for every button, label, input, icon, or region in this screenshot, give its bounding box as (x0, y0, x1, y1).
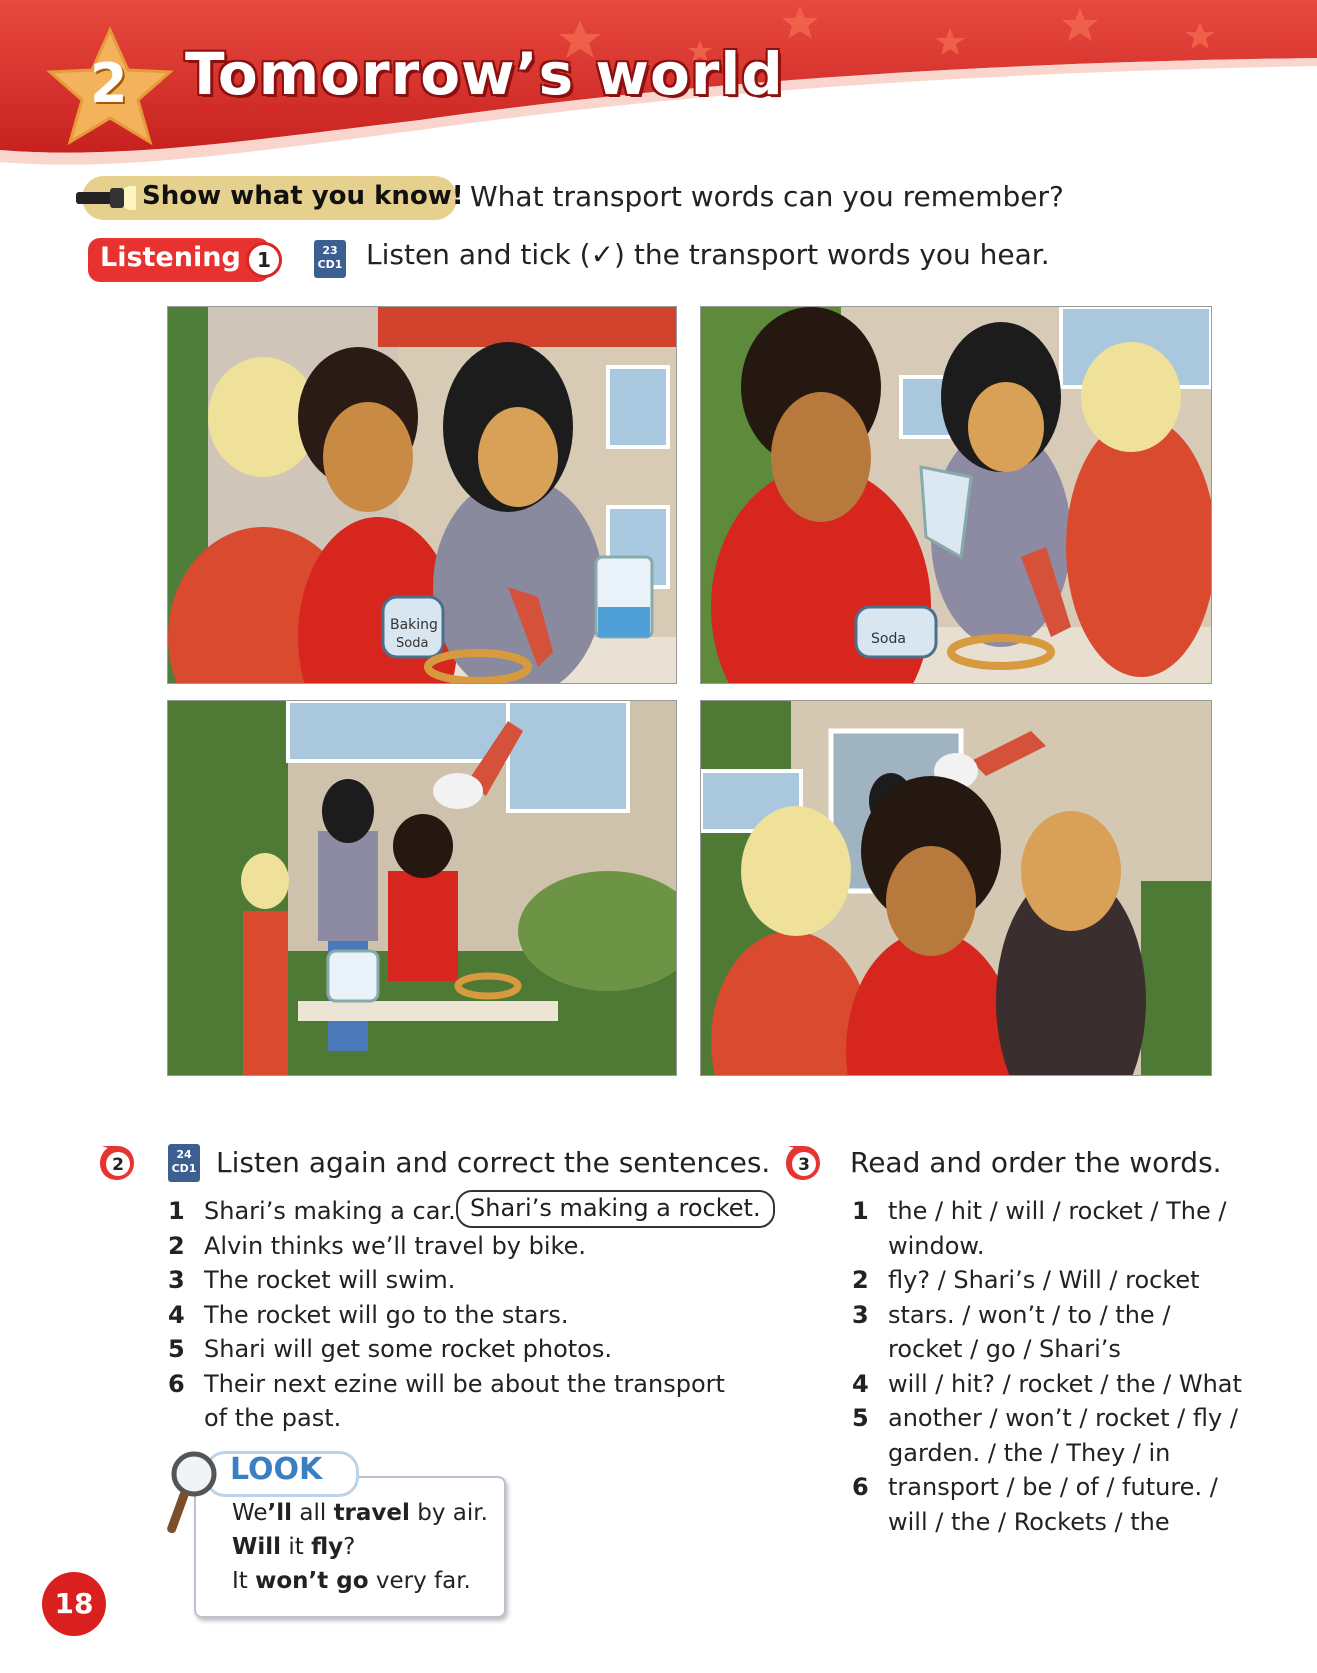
comic-panel-1-illustration (168, 307, 676, 683)
list-item (852, 1194, 1252, 1263)
exercise-1-instruction: Listen and tick (✓) the transport words you hear. (366, 238, 1050, 271)
look-text: very far. (368, 1568, 471, 1594)
example-answer-bubble: Shari’s making a rocket. (456, 1190, 775, 1228)
show-what-you-know-label: Show what you know! (142, 181, 464, 211)
look-bold: Will (232, 1534, 282, 1560)
item-number: 1 (852, 1197, 869, 1225)
track-number: 23 (322, 244, 338, 257)
comic-panel-4 (700, 700, 1212, 1076)
list-item (168, 1332, 728, 1367)
look-text: We (232, 1500, 268, 1526)
list-item (852, 1470, 1252, 1539)
comic-panel-2-illustration (701, 307, 1211, 683)
list-item (168, 1229, 728, 1264)
item-number: 4 (852, 1369, 869, 1398)
exercise-2-badge (98, 1144, 136, 1182)
page-title: Tomorrow’s world (185, 40, 784, 108)
item-number: 3 (168, 1266, 185, 1294)
comic-panel-3-illustration (168, 701, 676, 1075)
magnifying-glass-icon (164, 1450, 220, 1540)
comic-panel-3 (167, 700, 677, 1076)
item-text: The rocket will go to the stars. (204, 1300, 569, 1329)
look-bold: ’ll (267, 1500, 293, 1526)
cd-track-24-icon[interactable] (168, 1144, 200, 1182)
list-item (852, 1367, 1252, 1402)
exercise-3-number: 3 (798, 1155, 810, 1175)
look-text: by air. (409, 1500, 488, 1526)
page-number: 18 (42, 1572, 106, 1636)
look-text: all (292, 1500, 334, 1526)
item-text: The rocket will swim. (204, 1266, 456, 1294)
list-item (852, 1401, 1252, 1470)
item-number: 3 (852, 1300, 869, 1329)
item-number: 2 (852, 1266, 869, 1294)
exercise-3-badge (784, 1144, 822, 1182)
look-line-2 (232, 1534, 355, 1560)
exercise-2-list (168, 1194, 728, 1436)
cd-label: CD1 (317, 258, 343, 271)
look-bold: won’t go (255, 1568, 369, 1594)
item-number: 5 (168, 1335, 185, 1363)
look-label: LOOK (230, 1452, 323, 1487)
list-item (852, 1263, 1252, 1298)
item-text: transport / be / of / future. / will / the / Rockets / the (888, 1473, 1218, 1536)
exercise-3-instruction: Read and order the words. (850, 1146, 1222, 1179)
exercise-1-number: 1 (246, 242, 282, 278)
item-text: stars. / won’t / to / the / rocket / go / Shari’s (888, 1300, 1171, 1363)
item-text: Shari’s making a car. (204, 1197, 456, 1225)
exercise-2-number: 2 (112, 1155, 124, 1175)
item-number: 2 (168, 1231, 185, 1260)
exercise-2-instruction: Listen again and correct the sentences. (216, 1146, 771, 1179)
cd-label: CD1 (171, 1162, 197, 1175)
item-text: Alvin thinks we’ll travel by bike. (204, 1231, 586, 1260)
jar-label-baking: Baking (390, 617, 438, 633)
look-line-1 (232, 1500, 488, 1526)
item-number: 1 (168, 1197, 185, 1225)
exercise-3-list (852, 1194, 1252, 1539)
look-text: It (232, 1568, 256, 1594)
look-bold: travel (333, 1500, 410, 1526)
listening-label: Listening (100, 242, 241, 273)
cd-track-23-icon[interactable] (314, 240, 346, 278)
item-text: fly? / Shari’s / Will / rocket (888, 1266, 1200, 1294)
item-number: 5 (852, 1404, 869, 1432)
item-number: 6 (852, 1473, 869, 1501)
item-text: will / hit? / rocket / the / What (888, 1369, 1242, 1398)
show-what-you-know-question: What transport words can you remember? (470, 180, 1064, 213)
look-bold: fly (311, 1534, 344, 1560)
comic-panel-2 (700, 306, 1212, 684)
item-text: another / won’t / rocket / fly / garden. / the / They / in (888, 1404, 1238, 1467)
unit-number: 2 (90, 52, 128, 115)
list-item (168, 1367, 728, 1436)
item-number: 4 (168, 1300, 185, 1329)
item-text: Their next ezine will be about the transport of the past. (204, 1369, 725, 1432)
look-text: ? (343, 1534, 356, 1560)
jar-label-soda: Soda (396, 636, 429, 651)
item-text: the / hit / will / rocket / The / window. (888, 1197, 1227, 1260)
item-text: Shari will get some rocket photos. (204, 1335, 612, 1363)
comic-panel-4-illustration (701, 701, 1211, 1075)
list-item (168, 1263, 728, 1298)
look-text: it (281, 1534, 312, 1560)
list-item (168, 1298, 728, 1333)
look-line-3 (232, 1568, 471, 1594)
comic-panel-1 (167, 306, 677, 684)
jar-label-soda: Soda (871, 631, 906, 647)
item-number: 6 (168, 1369, 185, 1398)
torch-icon (76, 186, 136, 210)
track-number: 24 (176, 1148, 192, 1161)
list-item (852, 1298, 1252, 1367)
